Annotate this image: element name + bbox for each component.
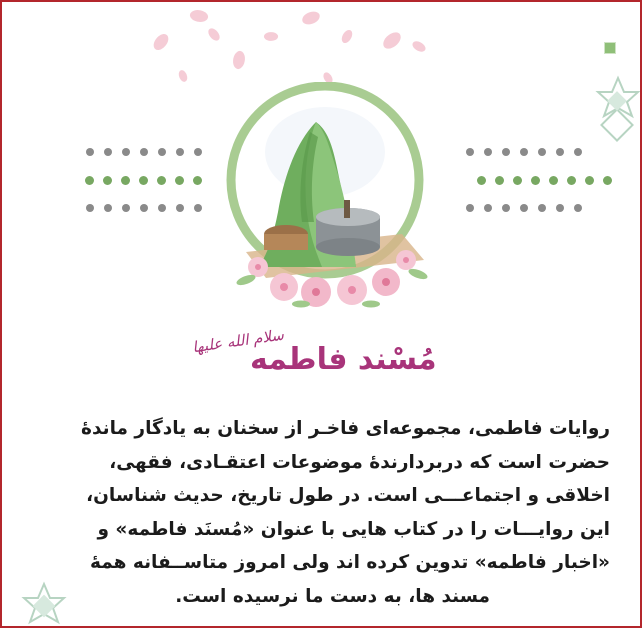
body-paragraph xyxy=(70,412,610,613)
petal-icon xyxy=(411,39,428,55)
petal-icon xyxy=(301,11,321,26)
illustration-woman-mill xyxy=(206,82,444,312)
title-calligraphy: سلام الله علیها xyxy=(191,325,285,357)
body-line: اخلاقی و اجتماعـــی است. در طول تاریخ، حدیث شناسان، xyxy=(86,485,610,506)
body-line: «اخبار فاطمه» تدوین کرده اند ولی امروز متاســفانه همهٔ xyxy=(89,552,610,573)
petal-icon xyxy=(207,26,222,43)
square-decoration xyxy=(604,42,616,54)
dots-right xyxy=(450,144,610,214)
ornament-star-icon xyxy=(592,74,642,144)
petal-icon xyxy=(150,32,172,53)
body-line: روایات فاطمی، مجموعه‌ای فاخـر از سخنان به یادگار ماندهٔ xyxy=(81,418,610,439)
petal-icon xyxy=(230,49,247,70)
body-line: مسند ها، به دست ما نرسیده است. xyxy=(175,585,490,607)
petal-icon xyxy=(380,30,404,51)
page-title: مُسْند فاطمه xyxy=(250,342,437,377)
petal-icon xyxy=(339,28,355,45)
petal-icon xyxy=(178,69,188,82)
body-line: حضرت است که دربردارندهٔ موضوعات اعتقـادی، فقهی، xyxy=(109,451,610,473)
petal-icon xyxy=(188,7,209,24)
dots-left xyxy=(82,144,202,214)
body-line: این روایـــات را در کتاب هایی با عنوان «مُسنَد فاطمه» و xyxy=(97,518,610,540)
petal-icon xyxy=(263,31,278,42)
ornament-star-icon xyxy=(14,580,74,628)
